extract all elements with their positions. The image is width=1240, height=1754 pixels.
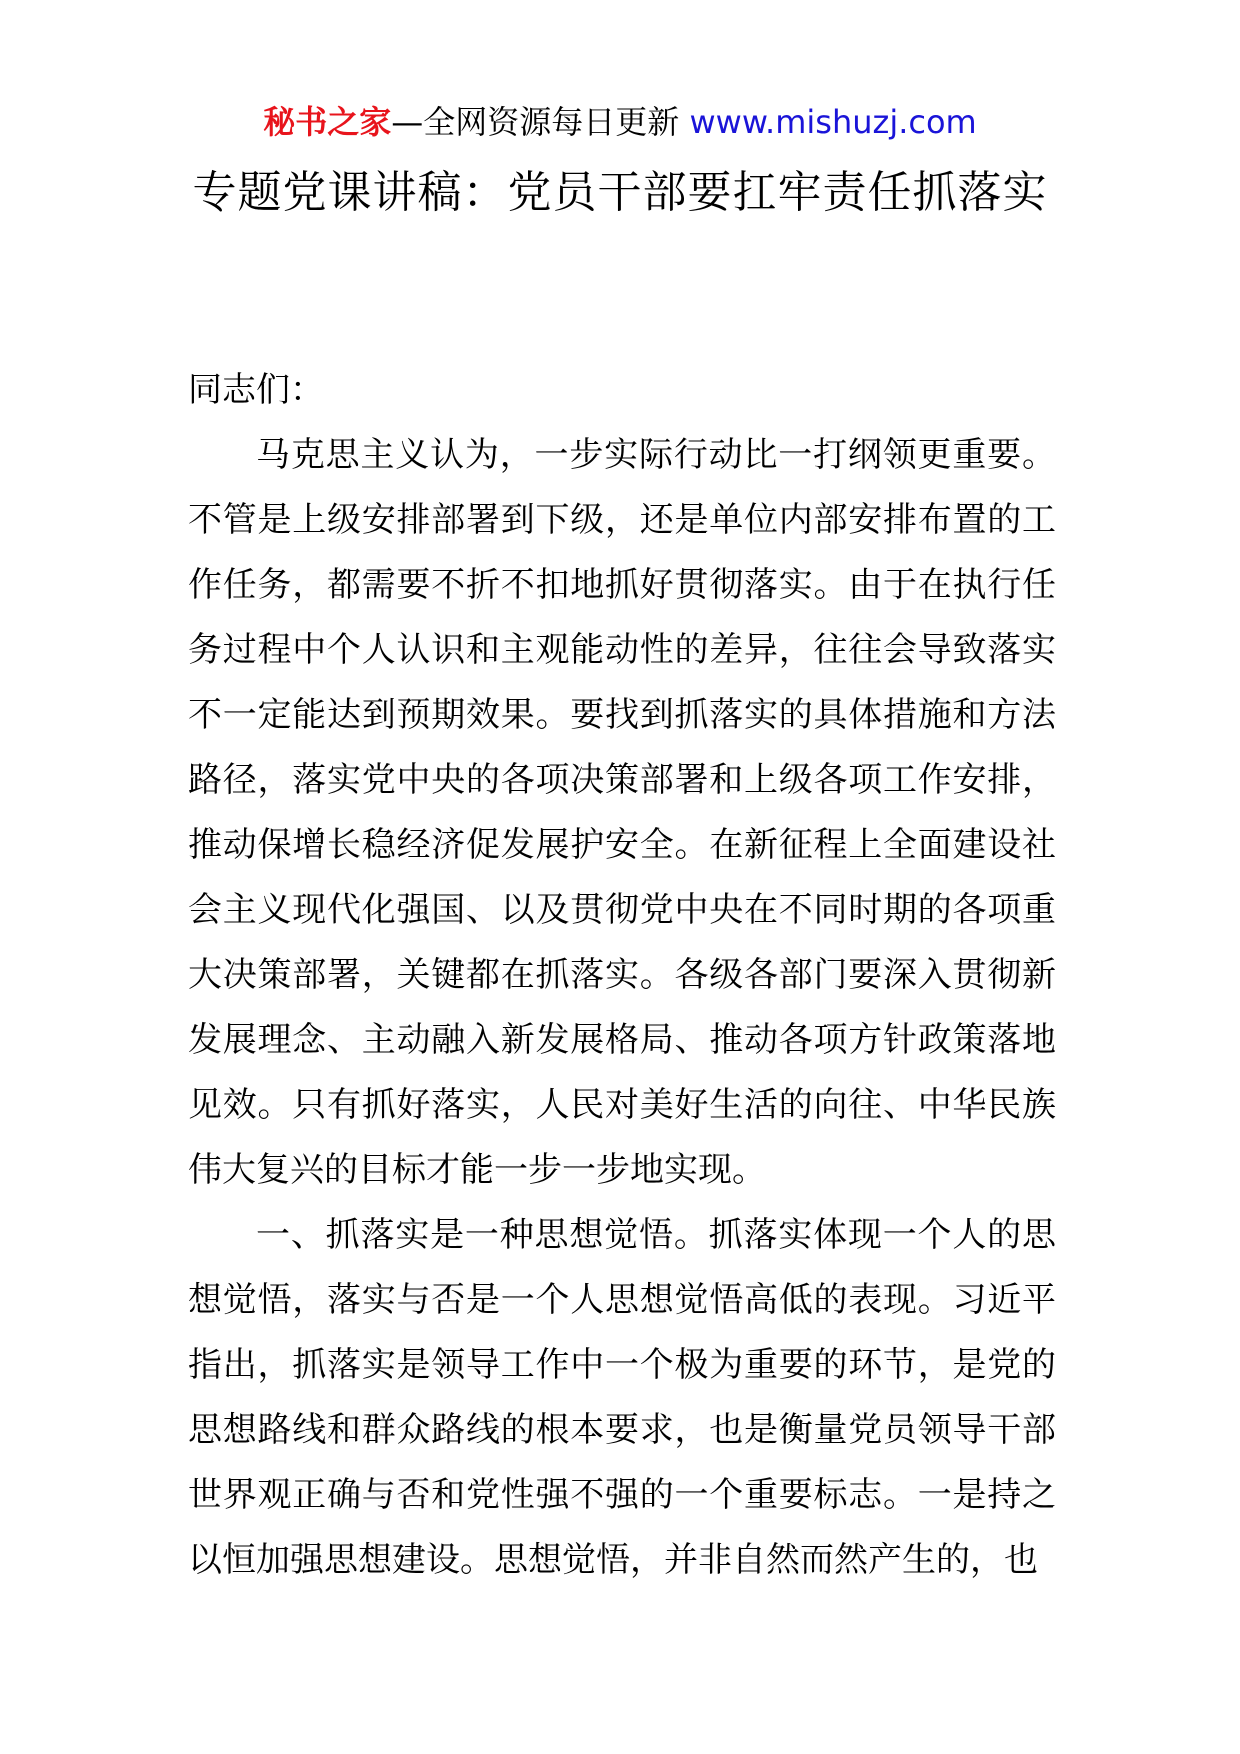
paragraph-section-one: 一、抓落实是一种思想觉悟。抓落实体现一个人的思想觉悟，落实与否是一个人思想觉悟高低的表现。习近平指出，抓落实是领导工作中一个极为重要的环节，是党的思想路线和群众路线的根本要求，也是衡量党员领导干部世界观正确与否和党性强不强的一个重要标志。一是持之以恒加强思想建设。思想觉悟，并非自然而然产生的，也	[188, 1215, 1056, 1580]
site-header	[0, 100, 1240, 144]
salutation: 同志们：	[188, 370, 324, 410]
document-title: 专题党课讲稿：党员干部要扛牢责任抓落实	[192, 167, 1048, 218]
site-brand: 秘书之家	[263, 103, 392, 141]
paragraph-intro: 马克思主义认为，一步实际行动比一打纲领更重要。不管是上级安排部署到下级，还是单位内部安排布置的工作任务，都需要不折不扣地抓好贯彻落实。由于在执行任务过程中个人认识和主观能动性的差异，往往会导致落实不一定能达到预期效果。要找到抓落实的具体措施和方法路径，落实党中央的各项决策部署和上级各项工作安排，推动保增长稳经济促发展护安全。在新征程上全面建设社会主义现代化强国、以及贯彻党中央在不同时期的各项重大决策部署，关键都在抓落实。各级各部门要深入贯彻新发展理念、主动融入新发展格局、推动各项方针政策落地见效。只有抓好落实，人民对美好生活的向往、中华民族伟大复兴的目标才能一步一步地实现。	[188, 435, 1056, 1190]
site-tagline: —全网资源每日更新	[391, 103, 690, 141]
document-body	[188, 358, 1056, 1593]
site-url-link[interactable]: www.mishuzj.com	[689, 103, 977, 141]
